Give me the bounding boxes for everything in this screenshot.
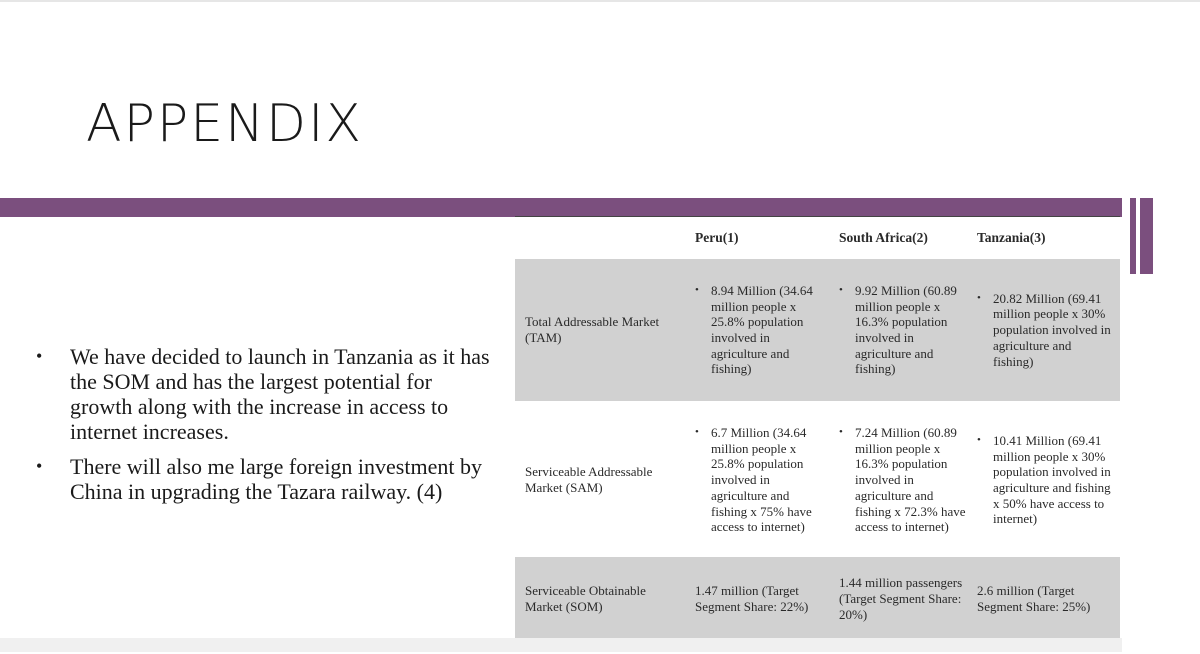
- accent-band-right: [1130, 198, 1153, 274]
- bullet-dot-icon: •: [977, 433, 981, 446]
- bullet-dot-icon: •: [36, 346, 43, 366]
- cell-south-africa: • 9.92 Million (60.89 million people x 16.3% population involved in agriculture and fishing): [839, 282, 957, 377]
- header-cell-peru: Peru(1): [695, 230, 739, 246]
- header-cell-tanzania: Tanzania(3): [977, 230, 1046, 246]
- market-size-table: [515, 216, 1120, 642]
- row-label: Serviceable Addressable Market (SAM): [525, 464, 653, 495]
- cell-tanzania: 2.6 million (Target Segment Share: 25%): [977, 583, 1091, 614]
- bullet-dot-icon: •: [36, 456, 43, 476]
- slide-title: APPENDIX: [86, 94, 364, 154]
- slide-bottom-shadow: [0, 638, 1122, 652]
- bullet-dot-icon: •: [839, 426, 843, 439]
- row-label: Total Addressable Market (TAM): [525, 314, 660, 345]
- table-row-tam: [515, 259, 1120, 401]
- table-header-row: [515, 217, 1120, 260]
- bullet-list: [36, 344, 496, 514]
- accent-band-gap: [1136, 198, 1140, 274]
- cell-tanzania: • 20.82 Million (69.41 million people x 30% population involved in agriculture and fishing): [977, 290, 1111, 369]
- table-row-sam: [515, 401, 1120, 558]
- header-cell-south-africa: South Africa(2): [839, 230, 928, 246]
- accent-band: [0, 198, 1122, 217]
- table-row-som: [515, 557, 1120, 641]
- cell-tanzania: • 10.41 Million (69.41 million people x 30% population involved in agriculture and fishing x 50% have access to internet): [977, 432, 1111, 527]
- top-divider: [0, 0, 1200, 2]
- row-label: Serviceable Obtainable Market (SOM): [525, 583, 646, 614]
- bullet-dot-icon: •: [839, 283, 843, 296]
- header-cell-empty: [525, 217, 685, 259]
- cell-peru: 1.47 million (Target Segment Share: 22%): [695, 583, 809, 614]
- bullet-item: • We have decided to launch in Tanzania as it has the SOM and has the largest potential for growth along with the increase in access to internet increases.: [36, 344, 490, 444]
- cell-peru: • 8.94 Million (34.64 million people x 25.8% population involved in agriculture and fishing): [695, 282, 813, 377]
- cell-south-africa: • 7.24 Million (60.89 million people x 16.3% population involved in agriculture and fishing x 72.3% have access to internet): [839, 425, 966, 535]
- cell-south-africa: 1.44 million passengers (Target Segment Share: 20%): [839, 575, 963, 622]
- cell-peru: • 6.7 Million (34.64 million people x 25.8% population involved in agriculture and fishing x 75% have access to internet): [695, 425, 812, 535]
- bullet-dot-icon: •: [695, 426, 699, 439]
- bullet-dot-icon: •: [977, 291, 981, 304]
- bullet-item: • There will also me large foreign investment by China in upgrading the Tazara railway. (4): [36, 454, 482, 504]
- bullet-dot-icon: •: [695, 283, 699, 296]
